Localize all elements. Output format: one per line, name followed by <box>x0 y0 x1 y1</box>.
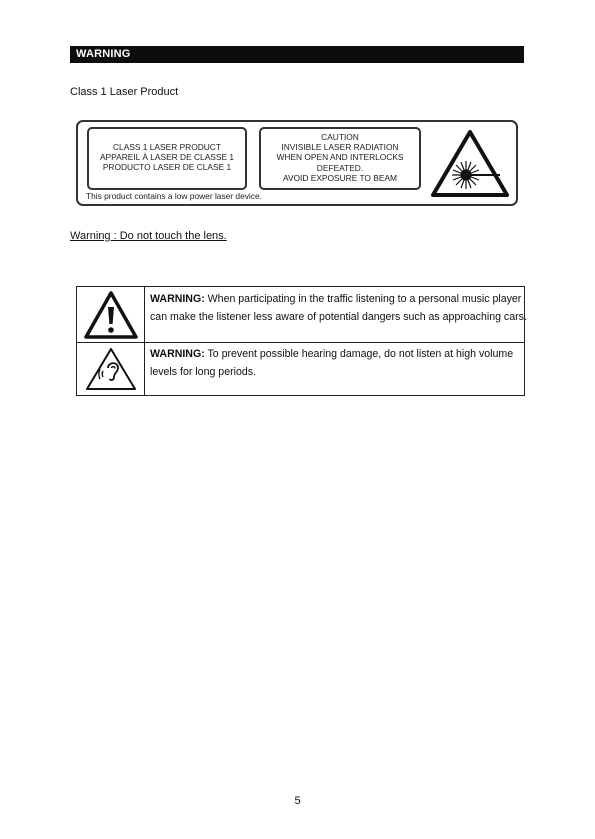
laser-class-line: CLASS 1 LASER PRODUCT <box>113 142 221 152</box>
warning-message: When participating in the traffic listening to a personal music player can make the listener less aware of potential dangers such as approaching cars. <box>150 293 527 323</box>
laser-label-panel <box>76 120 518 206</box>
laser-caution-line: CAUTION <box>321 132 359 142</box>
laser-caution-line: INVISIBLE LASER RADIATION <box>281 142 399 153</box>
laser-caution-box <box>259 127 421 190</box>
laser-caution-line: WHEN OPEN AND INTERLOCKS <box>276 152 404 163</box>
laser-class-line: APPAREIL À LASER DE CLASSE 1 <box>99 152 235 163</box>
laser-caution-line: DEFEATED. <box>316 162 364 173</box>
warning-text <box>150 345 530 381</box>
warning-row <box>77 342 524 395</box>
hearing-damage-icon <box>84 346 138 392</box>
laser-radiation-icon <box>430 128 510 198</box>
warning-label: WARNING: <box>150 293 205 305</box>
warning-table <box>76 286 525 396</box>
warning-label: WARNING: <box>150 348 205 360</box>
page-number: 5 <box>294 795 301 807</box>
warning-icon-cell <box>77 342 145 395</box>
laser-class-box <box>87 127 247 190</box>
warning-text <box>150 290 530 326</box>
warning-message: To prevent possible hearing damage, do not listen at high volume levels for long periods. <box>150 348 514 378</box>
class-1-laser-product-text: Class 1 Laser Product <box>70 86 179 98</box>
section-header-warning: WARNING <box>70 46 524 63</box>
warning-row <box>77 287 527 343</box>
warning-icon-cell <box>77 287 145 342</box>
lens-warning-text: Warning : Do not touch the lens. <box>70 230 227 242</box>
laser-class-line: PRODUCTO LASER DE CLASE 1 <box>102 162 232 173</box>
exclamation-warning-icon <box>83 290 139 340</box>
laser-caption: This product contains a low power laser device. <box>86 191 262 201</box>
laser-caution-line: AVOID EXPOSURE TO BEAM <box>282 172 398 183</box>
